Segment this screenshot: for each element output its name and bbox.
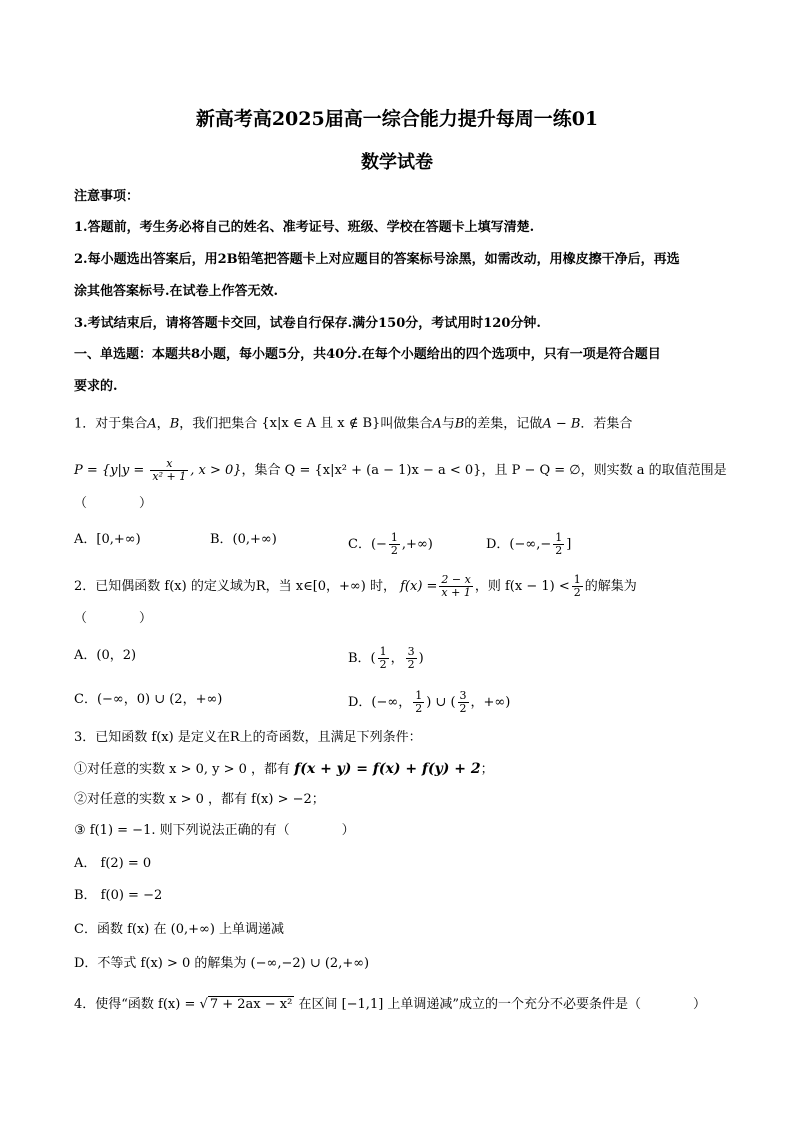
q2-half-num: 1 bbox=[573, 573, 581, 586]
q3-stem: 3．已知函数 f(x) 是定义在R上的奇函数，且满足下列条件： bbox=[74, 730, 422, 745]
q1-option-c-pre: C．(− bbox=[348, 537, 387, 552]
q2-half-frac bbox=[572, 574, 583, 599]
q1-option-d-post: ] bbox=[566, 537, 572, 552]
q2-text-a: 2．已知偶函数 f(x) 的定义域为R，当 x∈[0，+∞) 时， bbox=[74, 579, 396, 594]
q1-option-c-num: 1 bbox=[390, 531, 398, 544]
q3-option-d[interactable]: D．不等式 f(x) > 0 的解集为 (−∞,−2) ∪ (2,+∞) bbox=[74, 956, 370, 971]
q4-post: 在区间 [−1,1] 上单调递减”成立的一个充分不必要条件是（ ） bbox=[298, 997, 707, 1012]
q2-option-b-n1: 1 bbox=[379, 645, 387, 658]
q1-question-tail: ，则实数 a 的取值范围是 bbox=[580, 463, 727, 478]
q2-fx-num: 2 − x bbox=[441, 573, 471, 586]
q2-option-b-pre: B．( bbox=[348, 651, 376, 666]
q1-text: 1．对于集合 bbox=[74, 416, 148, 432]
q1-line-1 bbox=[74, 416, 632, 433]
q1-option-c-frac bbox=[389, 532, 400, 557]
q2-option-d-d1: 2 bbox=[415, 702, 423, 715]
q1-option-d[interactable] bbox=[486, 532, 571, 557]
q1-option-d-num: 1 bbox=[555, 531, 563, 544]
q1-set-expr: {x|x ∈ A 且 x ∉ B} bbox=[261, 416, 381, 431]
exam-title: 新高考高2025届高一综合能力提升每周一练01 bbox=[195, 108, 599, 130]
q1-option-c-den: 2 bbox=[390, 544, 398, 557]
note-1: 1.答题前，考生务必将自己的姓名、准考证号、班级、学校在答题卡上填写清楚. bbox=[74, 220, 535, 235]
q3-option-a[interactable]: A． f(2) = 0 bbox=[74, 856, 152, 871]
q2-fx-den: x + 1 bbox=[441, 586, 471, 599]
q1-text-4: 与 bbox=[441, 416, 455, 432]
q2-option-c[interactable]: C．(−∞，0) ∪ (2，+∞) bbox=[74, 692, 223, 707]
q1-var-b2: B bbox=[454, 416, 465, 432]
q4-root-content: 7 + 2ax − x² bbox=[209, 997, 293, 1012]
q1-text-6: ．若集合 bbox=[580, 416, 633, 432]
q2-option-d-pre: D．(−∞， bbox=[348, 695, 412, 710]
q2-text-b: ，则 f(x − 1) < bbox=[474, 579, 570, 594]
q1-var-a2: A bbox=[432, 416, 442, 432]
q3-c1-pre: ①对任意的实数 x > 0, y > 0 ，都有 bbox=[74, 762, 291, 777]
note-2: 2.每小题选出答案后，用2B铅笔把答题卡上对应题目的答案标号涂黑，如需改动，用橡皮擦干净后，再选 bbox=[74, 252, 680, 267]
exam-subtitle: 数学试卷 bbox=[361, 152, 433, 173]
q3-c1-post: ； bbox=[480, 762, 494, 777]
q3-condition-2: ②对任意的实数 x > 0 ，都有 f(x) > −2； bbox=[74, 792, 325, 807]
q3-condition-1 bbox=[74, 761, 494, 778]
q2-text-c: 的解集为 bbox=[584, 579, 637, 594]
q2-option-b-d2: 2 bbox=[407, 658, 415, 671]
q2-option-d-frac2 bbox=[458, 690, 469, 715]
note-2-cont: 涂其他答案标号.在试卷上作答无效. bbox=[74, 284, 279, 299]
q4-pre: 4．使得“函数 f(x) = bbox=[74, 997, 196, 1012]
q1-text-5: 的差集，记做 bbox=[464, 416, 543, 432]
q1-condition: ，且 P − Q = ∅ bbox=[481, 463, 581, 478]
q1-option-d-pre: D．(−∞,− bbox=[486, 537, 552, 552]
q1-option-d-den: 2 bbox=[555, 544, 563, 557]
q3-option-b[interactable]: B． f(0) = −2 bbox=[74, 888, 163, 903]
q2-fx-frac bbox=[439, 574, 472, 599]
q1-option-d-frac bbox=[553, 532, 564, 557]
q2-option-b-frac1 bbox=[378, 646, 389, 671]
q2-option-d-n1: 1 bbox=[415, 689, 423, 702]
q2-option-d-post: ，+∞) bbox=[470, 695, 511, 710]
q2-option-a[interactable]: A．(0，2) bbox=[74, 648, 137, 663]
q1-p-den: x² + 1 bbox=[152, 470, 187, 483]
q1-answer-paren: （ ） bbox=[74, 496, 153, 511]
q3-option-c[interactable]: C．函数 f(x) 在 (0,+∞) 上单调递减 bbox=[74, 922, 285, 937]
q3-condition-3: ③ f(1) = −1. 则下列说法正确的有（ ） bbox=[74, 823, 355, 838]
q2-option-d-frac1 bbox=[413, 690, 424, 715]
q2-option-d-d2: 2 bbox=[459, 702, 467, 715]
q1-option-c[interactable] bbox=[348, 532, 433, 557]
q1-option-c-post: ,+∞) bbox=[401, 537, 433, 552]
q1-comma: ， bbox=[156, 416, 170, 432]
q1-var-a: A bbox=[147, 416, 157, 432]
q1-diff-expr: A − B bbox=[542, 416, 581, 432]
q4-stem bbox=[74, 997, 706, 1013]
q1-p-num: x bbox=[150, 458, 188, 471]
q2-fx-pre: f(x) = bbox=[400, 579, 438, 594]
q1-var-b: B bbox=[169, 416, 180, 432]
q1-line-2 bbox=[74, 458, 727, 483]
q1-option-a[interactable]: A．[0,+∞) bbox=[74, 532, 141, 547]
q2-option-d-n2: 3 bbox=[459, 689, 467, 702]
q1-set-q: ，集合 Q = {x|x² + (a − 1)x − a < 0} bbox=[241, 463, 482, 478]
q3-c1-equation: f(x + y) = f(x) + f(y) + 2 bbox=[294, 761, 481, 777]
q2-option-d-mid: ) ∪ ( bbox=[426, 695, 456, 710]
note-3: 3.考试结束后，请将答题卡交回，试卷自行保存.满分150分，考试用时120分钟. bbox=[74, 316, 541, 331]
q2-option-b-post: ) bbox=[418, 651, 424, 666]
q1-text-2: ，我们把集合 bbox=[179, 416, 258, 432]
q2-stem bbox=[74, 574, 637, 599]
q1-set-p-left: P = {y|y = bbox=[74, 463, 145, 478]
q2-option-b-d1: 2 bbox=[379, 658, 387, 671]
section-heading-cont: 要求的. bbox=[74, 379, 118, 394]
q4-root: √ 7 + 2ax − x² bbox=[199, 997, 293, 1012]
q2-option-b-n2: 3 bbox=[407, 645, 415, 658]
q1-text-3: 叫做集合 bbox=[380, 416, 433, 432]
q2-answer-paren: （ ） bbox=[74, 611, 153, 626]
q2-option-d[interactable] bbox=[348, 690, 510, 715]
q1-set-p-right: , x > 0} bbox=[190, 463, 242, 478]
q2-option-b-mid: ， bbox=[390, 651, 404, 666]
q2-option-b[interactable] bbox=[348, 646, 424, 671]
q2-option-b-frac2 bbox=[406, 646, 417, 671]
notes-heading: 注意事项： bbox=[74, 189, 140, 204]
q1-option-b[interactable]: B．(0,+∞) bbox=[210, 532, 277, 547]
q2-half-den: 2 bbox=[573, 586, 581, 599]
q1-p-fraction bbox=[150, 458, 188, 483]
section-heading: 一、单选题：本题共8小题，每小题5分，共40分.在每个小题给出的四个选项中，只有一项是符合题目 bbox=[74, 347, 661, 362]
